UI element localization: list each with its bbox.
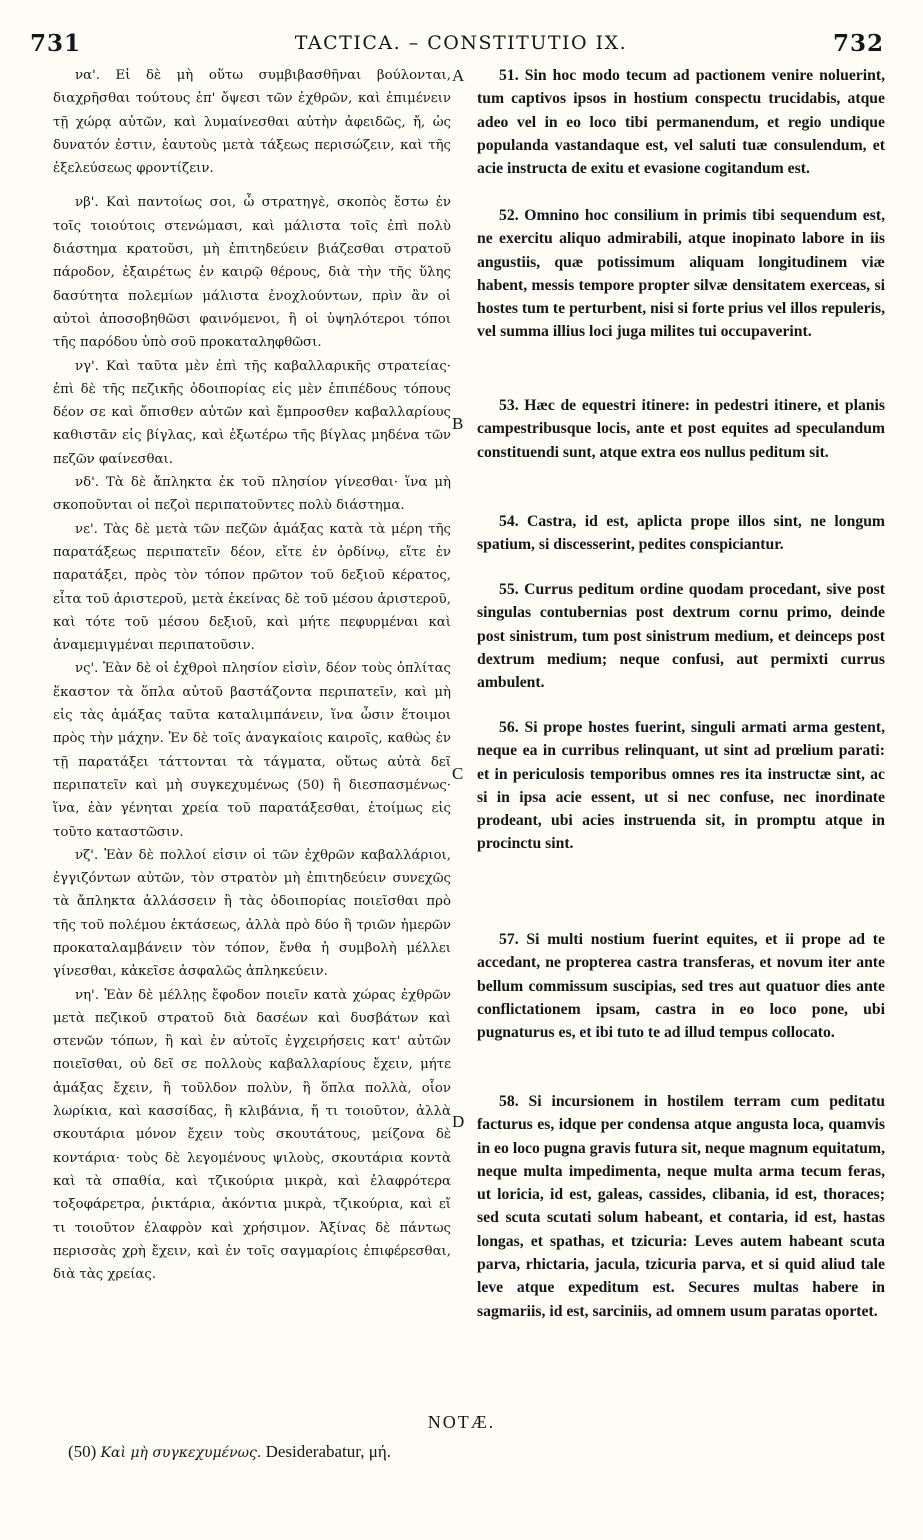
greek-paragraph-58: νη'. Ἐὰν δὲ μέλλῃς ἔφοδον ποιεῖν κατὰ χώρας ἐχθρῶν μετὰ πεζικοῦ στρατοῦ διὰ δασέων καὶ δυσβάτων καὶ στενῶν τόπων, ἢ καὶ ἐν αὐτοῖς ἐγχειρήσεις κατ' αὐτῶν ποιεῖσθαι, οὐ δεῖ σε πολλοὺς καβαλλαρίους ἔχειν, μήτε ἁμάξας ἔχειν, ἢ τοῦλδον πολὺν, ἢ ὅπλα πολλὰ, οἷον λωρίκια, καὶ κασσίδας, ἢ κλιβάνια, ἤ τι τοιοῦτον, ἀλλὰ σκουτάρια μόνον ἔχειν τοὺς σκουτάτους, μείζονα δὲ κοντάρια· τοὺς δὲ λεγομένους ψιλοὺς, σκουτάρια κοντὰ καὶ τὰ σπαθία, καὶ τζικούρια μικρὰ, καὶ ἐλαφρότερα τοξοφάρετρα, ῥικτάρια, ἀκόντια μικρὰ, τζικούρια, καὶ εἴ τι τοιοῦτον ἐλαφρὸν καὶ χρήσιμον. Ἀξίνας δὲ πάντως περισσὰς χρὴ ἔχειν, καὶ ἐν τοῖς σαγμαρίοις ἐπιφέρεσθαι, διὰ τὰς χρείας. <box>53 987 451 1283</box>
latin-paragraph-53: 53. Hæc de equestri itinere: in pedestri itinere, et planis campestribusque locis, ante et post equites ad speculandum constituendi sunt, atque extra eos nullus peditum sit. <box>477 397 885 461</box>
latin-paragraph-57: 57. Si multi nostium fuerint equites, et ii prope ad te accedant, ne propterea castra transferas, et novum iter ante bellum commissum suscipias, sed tres aut quatuor dies ante conflictationem ipsam, castra in eo loco pone, ubi pugnaturus es, et ibi tuto te ad illud tempus collocato. <box>477 931 885 1042</box>
page-number-right: 732 <box>832 30 884 57</box>
latin-paragraph-54: 54. Castra, id est, aplicta prope illos sint, ne longum spatium, si discesserint, pedites conspiciantur. <box>477 513 885 554</box>
footnote-number: (50) <box>68 1442 97 1461</box>
greek-paragraph-53: νγ'. Καὶ ταῦτα μὲν ἐπὶ τῆς καβαλλαρικῆς στρατείας· ἐπὶ δὲ τῆς πεζικῆς ὁδοιπορίας εἰς μὲν ἐπιπέδους τόπους δέον σε καὶ ὄπισθεν αὐτῶν καὶ ἔμπροσθεν καβαλλαρίους καθιστᾶν εἰς βίγλας, καὶ ἐξωτέρω τῆς βίγλας μηδένα τῶν πεζῶν φαίνεσθαι. <box>53 358 451 467</box>
latin-paragraph-55: 55. Currus peditum ordine quodam procedant, sive post singulas contubernias post dextrum cornu primo, deinde post sinistrum, tum post sinistrum medium, et deinceps post dextrum medium; neque confusi, aut permixti currus ambulent. <box>477 581 885 692</box>
margin-marker-b: B <box>452 414 464 433</box>
footnote-50 <box>68 1442 888 1462</box>
greek-column <box>53 64 451 1286</box>
latin-paragraph-58: 58. Si incursionem in hostilem terram cum peditatu facturus es, idque per condensa atque angusta loca, quamvis in eo loco pugna gravis futura sit, neque magnum equitatum, neque multa impedimenta, neque multa arma tecum feras, ut loricia, id est, galeas, cassides, clibania, id est, thoraces; sed scuta scutati solum habeant, et contaria, id est, hastas longas, et spathas, et tzicuria: Leves autem habeant scuta parva, rhictaria, jacula, tzicuria parva, et si quid aliud tale leve atque expeditum est. Secures multas habere in sagmariis, id est, sarciniis, ad omnem usum paratas oportet. <box>477 1093 885 1320</box>
footnote-text: Desiderabatur, μή. <box>265 1442 391 1461</box>
latin-paragraph-51: 51. Sin hoc modo tecum ad pactionem venire noluerint, tum captivos ipsos in hostium conspectu trucidabis, atque adeo vel in eo loco tibi permanendum, et regio undique populanda vastandaque est, vel saluti tuæ consulendum, et acie instructa de exitu et evasione cogitandum est. <box>477 67 885 178</box>
notes-heading: NOTÆ. <box>427 1412 496 1432</box>
latin-paragraph-52: 52. Omnino hoc consilium in primis tibi sequendum est, ne exercitu aliquo admirabili, atque inopinato labore in iis angustiis, quæ potissimum aliquam longitudinem viæ habent, messis tempore propter silvæ densitatem exerceas, si hostes tum te perturbent, nisi si forte prius vel illos repuleris, vel summa illius loci juga milites tui occupaverint. <box>477 207 885 341</box>
page-header <box>28 30 894 60</box>
footnote-greek-phrase: Καὶ μὴ συγκεχυμένως. <box>100 1445 262 1461</box>
greek-paragraph-51: να'. Εἰ δὲ μὴ οὕτω συμβιβασθῆναι βούλονται, διαχρῆσθαι τούτους ἐπ' ὄψεσι τῶν ἐχθρῶν, καὶ ἐπιμένειν τῇ χώρᾳ αὐτῶν, καὶ λυμαίνεσθαι αὐτὴν ἀφειδῶς, ἤ, ὡς δυνατόν ἐστιν, ἑαυτοὺς μετὰ τάξεως περισώζειν, καὶ τῆς ἐξελεύσεως φροντίζειν. <box>53 68 451 177</box>
margin-marker-c: C <box>452 764 464 783</box>
greek-paragraph-54: νδ'. Τὰ δὲ ἄπληκτα ἐκ τοῦ πλησίον γίνεσθαι· ἵνα μὴ σκοποῦνται οἱ πεζοὶ περιπατοῦντες πολὺ διάστημα. <box>53 475 451 514</box>
latin-paragraph-56: 56. Si prope hostes fuerint, singuli armati arma gestent, neque ea in curribus relinquant, ut sint ad prœlium parati: et in periculosis temporibus omnes res ita instructæ sint, ac si in ipsa acie essent, ut si nec confuse, nec inordinate prodeant, ubi acies instruenda sit, in promptu atque in procinctu sint. <box>477 719 885 853</box>
page-number-left: 731 <box>30 30 82 57</box>
greek-paragraph-52: νβ'. Καὶ παντοίως σοι, ὦ στρατηγὲ, σκοπὸς ἔστω ἐν τοῖς τοιούτοις στενώμασι, καὶ μάλιστα τοῖς ἐπὶ πολὺ διάστημα κρατοῦσι, μὴ ἐπιτηδεύειν βιάζεσθαι στρατοῦ πάροδον, ἐξαιρέτως ἐν καιρῷ θέρους, διὰ τὴν τῆς ὕλης δασύτητα πολεμίων μάλιστα ἐνοχλούντων, πρὶν ἂν οἱ αὐτοὶ ἀποσοβηθῶσι φαινόμενοι, ἢ οἱ ὑψηλότεροι τόποι τῆς παρόδου ὑπὸ σοῦ προκαταληφθῶσι. <box>53 195 451 351</box>
margin-marker-d: D <box>452 1112 465 1131</box>
greek-paragraph-55: νε'. Τὰς δὲ μετὰ τῶν πεζῶν ἁμάξας κατὰ τὰ μέρη τῆς παρατάξεως περιπατεῖν δέον, εἴτε ἐν ὀρδίνῳ, εἴτε ἐν παρατάξει, πρὸς τὸν τόπον πρῶτον τοῦ δεξιοῦ κέρατος, εἶτα τοῦ ἀριστεροῦ, μετὰ ἐκείνας δὲ τοῦ μέσου ἀριστεροῦ, καὶ τότε τοῦ μέσου δεξιοῦ, καὶ μήτε πεφυρμέναι καὶ ἀναμεμιγμέναι περιπατοῦσιν. <box>53 521 451 654</box>
greek-paragraph-56: νς'. Ἐὰν δὲ οἱ ἐχθροὶ πλησίον εἰσὶν, δέον τοὺς ὁπλίτας ἕκαστον τὰ ὅπλα αὐτοῦ βαστάζοντα περιπατεῖν, καὶ μὴ εἰς τὰς ἁμάξας ταῦτα καταλιμπάνειν, ἵνα ὦσιν ἕτοιμοι πρὸς τὴν μάχην. Ἐν δὲ τοῖς ἀναγκαίοις καιροῖς, καθὼς ἐν τῇ παρατάξει τάττονται τὰ τάγματα, οὕτως αὐτὰ δεῖ περιπατεῖν καὶ μὴ συγκεχυμένως (50) ἢ διεσπασμένως· ἵνα, ἐὰν γένηται χρεία τοῦ παρατάξεσθαι, ἑτοίμως εἰς τοῦτο καταστῶσιν. <box>53 661 451 840</box>
greek-paragraph-57: νζ'. Ἐὰν δὲ πολλοί εἰσιν οἱ τῶν ἐχθρῶν καβαλλάριοι, ἐγγιζόντων αὐτῶν, τὸν στρατὸν μὴ ἐπιτηδεύειν συνεχῶς τὰ ἄπληκτα ἀλλάσσειν ἢ τὰς ὁδοιπορίας ποιεῖσθαι πρὸ τῆς τοῦ πολέμου ἐκτάσεως, ἀλλὰ πρὸ δύο ἢ τριῶν ἡμερῶν προκαταλαμβάνειν τὸν τόπον, ἔνθα ἡ συμβολὴ μέλλει γίνεσθαι, κἀκεῖσε ἀσφαλῶς ἀπληκεύειν. <box>53 847 451 980</box>
running-title: TACTICA. – CONSTITUTIO IX. <box>294 32 628 54</box>
margin-marker-a: A <box>452 66 465 85</box>
